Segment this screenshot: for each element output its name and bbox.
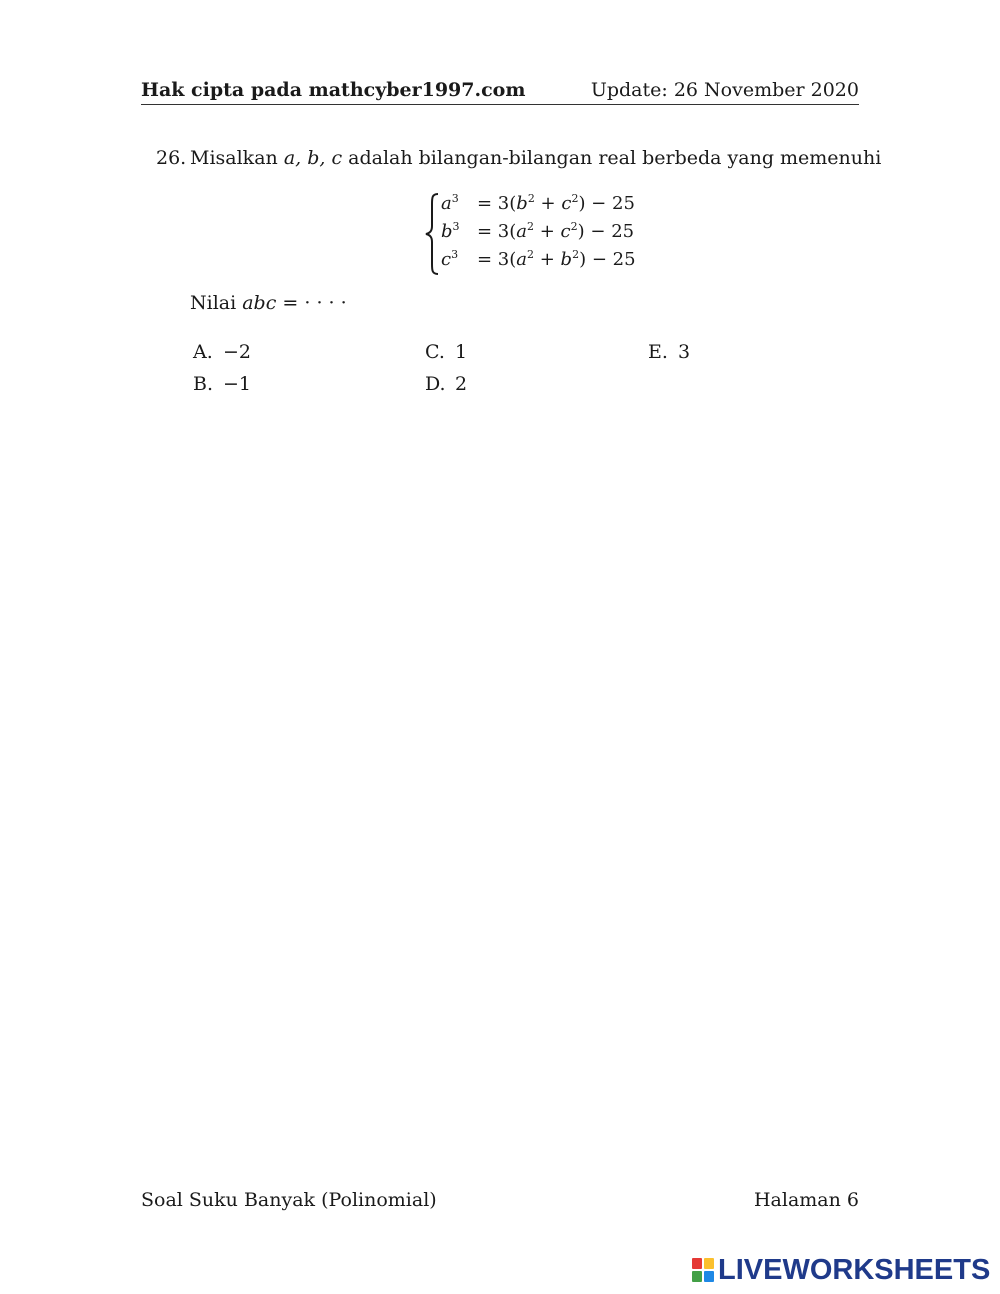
footer-page-number: Halaman 6 xyxy=(753,1189,859,1211)
option-c[interactable]: C. 1 xyxy=(425,341,468,363)
equation-2-rhs: = $3(a^2 + c^2) - 25$ xyxy=(477,220,635,242)
equation-2-lhs: $b^3$ xyxy=(441,220,460,242)
liveworksheets-grid-icon xyxy=(692,1258,714,1282)
question-variables: a, b, c xyxy=(283,147,343,169)
liveworksheets-logo xyxy=(692,1255,990,1285)
equation-3-rhs: = $3(a^2 + b^2) - 25$ xyxy=(477,248,636,270)
header-divider xyxy=(141,104,859,105)
liveworksheets-wordmark: LIVEWORKSHEETS xyxy=(718,1253,991,1286)
header-copyright: Hak cipta pada mathcyber1997.com xyxy=(141,79,526,101)
footer-title: Soal Suku Banyak (Polinomial) xyxy=(141,1189,437,1211)
header-update-date: Update: 26 November 2020 xyxy=(590,79,859,101)
question-number: 26. xyxy=(156,147,187,169)
question-prompt: Nilai abc = · · · · xyxy=(190,292,347,314)
equation-3-lhs: $c^3$ xyxy=(441,248,459,270)
option-d[interactable]: D. 2 xyxy=(425,373,468,395)
option-b[interactable]: B. −1 xyxy=(193,373,252,395)
option-e[interactable]: E. 3 xyxy=(648,341,691,363)
question-text: Misalkan a, b, c adalah bilangan-bilangan real berbeda yang memenuhi xyxy=(190,147,882,169)
option-a[interactable]: A. −2 xyxy=(193,341,252,363)
equation-1-rhs: = $3(b^2 + c^2) - 25$ xyxy=(477,192,635,214)
equation-1-lhs: $a^3$ xyxy=(441,192,459,214)
system-brace-icon xyxy=(424,192,440,276)
